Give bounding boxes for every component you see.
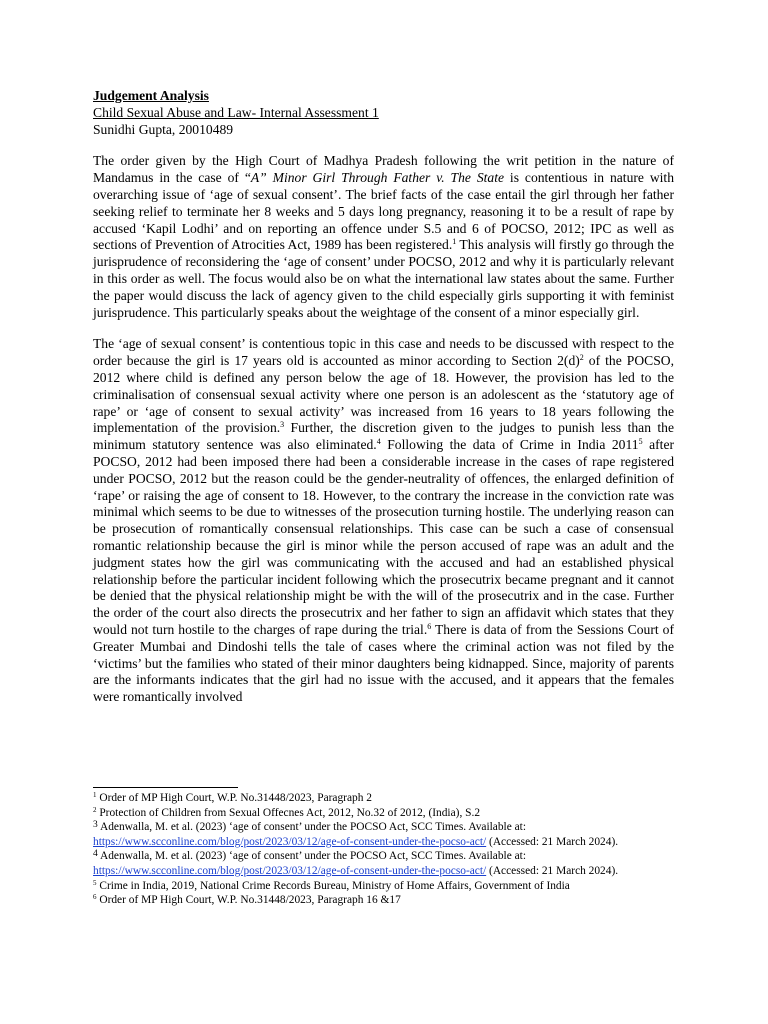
- course-title: Child Sexual Abuse and Law- Internal Assessment 1: [93, 104, 379, 120]
- paragraph-age-of-consent: The ‘age of sexual consent’ is contentious topic in this case and needs to be discussed with respect to the order because the girl is 17 years old is accounted as minor according to Section $2(d)^2$ of the POCSO, 2012 where child is defined any person below the age of 18. However, the provision has led to the criminalisation of consensual sexual activity where one person is an adolescent as the ‘statutory age of rape’ or ‘age of consent to sexual activity’ was increased from 16 years to 18 years following the implementation of the provision.$^3$ Further, the discretion given to the judges to punish less than the minimum statutory sentence was also eliminated.$^4$ Following the data of Crime in India 2011$^5$ after POCSO, 2012 had been imposed there had been a considerable increase in the cases of rape registered under POCSO, 2012 but the reason could be the gender-neutrality of offences, the enlarged definition of ‘rape’ or raising the age of consent to 18. However, to the contrary the increase in the conviction rate was minimal which seems to be due to witnesses of the prosecution turning hostile. The underlying reason can be prosecution of romantically consensual relationships. This case can be such a case of consensual romantic relationship because the girl is minor while the person accused of rape was an adult and the judgment states how the girl was communicating with the accused and had an established physical relationship before the particular incident following which the prosecutrix became pregnant and it cannot be denied that the physical relationship might be with the will of the prosecutrix and in the case. Further the order of the court also directs the prosecutrix and her father to sign an affidavit which states that they would not turn hostile to the charges of rape during the trial.$^6$ There is data of from the Sessions Court of Greater Mumbai and Dindoshi tells the tale of cases where the criminal action was not filed by the ‘victims’ but the families who stated of their minor daughters being kidnapped. Since, majority of parents are the informants indicates that the girl had no issue with the accused, and it appears that the females were romantically involved: [93, 336, 675, 705]
- footnote-ref-1[interactable]: 1: [452, 237, 457, 247]
- footnote-1: $^1$ Order of MP High Court, W.P. No.31448/2023, Paragraph 2: [93, 791, 372, 804]
- footnote-separator: [93, 787, 238, 788]
- case-name: A” Minor Girl Through Father v. The State: [250, 170, 505, 186]
- author-line: Sunidhi Gupta, 20010489: [93, 121, 234, 137]
- footnote-3-link[interactable]: https://www.scconline.com/blog/post/2023/03/12/age-of-consent-under-the-pocso-act/: [93, 835, 487, 848]
- document-title: Judgement Analysis: [93, 88, 209, 103]
- footnote-3: $^3$ Adenwalla, M. et al. (2023) ‘age of consent’ under the POCSO Act, SCC Times. Available at: https://www.scconline.com/blog/post/2023/03/12/age-of-consent-under-the-pocso-act/ (Accessed: 21 March 2024).: [93, 820, 619, 848]
- footnote-5: $^5$ Crime in India, 2019, National Crime Records Bureau, Ministry of Home Affairs, Government of India: [93, 878, 570, 892]
- footnotes: [93, 791, 674, 908]
- footnote-ref-2[interactable]: 2: [579, 353, 584, 363]
- footnote-ref-3[interactable]: 3: [280, 420, 285, 430]
- footnote-4: $^4$ Adenwalla, M. et al. (2023) ‘age of consent’ under the POCSO Act, SCC Times. Available at: https://www.scconline.com/blog/post/2023/03/12/age-of-consent-under-the-pocso-act/ (Accessed: 21 March 2024).: [93, 849, 619, 877]
- paragraph-intro: The order given by the High Court of Madhya Pradesh following the writ petition in the nature of Mandamus in the case of “A” Minor Girl Through Father v. The State is contentious in nature with overarching issue of ‘age of sexual consent’. The brief facts of the case entail the girl through her father seeking relief to terminate her 8 weeks and 5 days long pregnancy, reasoning it to be a result of rape by accused ‘Kapil Lodhi’ and on reporting an offence under S.5 and 6 of POCSO, 2012; IPC as well as sections of Prevention of Atrocities Act, 1989 has been registered.$^1$ This analysis will firstly go through the jurisprudence of reconsidering the ‘age of consent’ under POCSO, 2012 and why it is particularly relevant in this order as well. The focus would also be on what the international law states about the same. Further the paper would discuss the lack of agency given to the child especially girls supporting it with feminist jurisprudence. This particularly speaks about the weightage of the consent of a minor especially girl.: [93, 153, 674, 320]
- footnote-ref-5[interactable]: 5: [638, 437, 643, 447]
- footnote-6: $^6$ Order of MP High Court, W.P. No.31448/2023, Paragraph 16 &17: [93, 893, 401, 907]
- footnote-ref-6[interactable]: 6: [427, 621, 432, 631]
- document-body: [93, 88, 674, 706]
- footnote-2: $^2$ Protection of Children from Sexual Offecnes Act, 2012, No.32 of 2012, (India), S.2: [93, 805, 481, 819]
- footnote-4-link[interactable]: https://www.scconline.com/blog/post/2023/03/12/age-of-consent-under-the-pocso-act/: [93, 864, 487, 877]
- footnote-ref-4[interactable]: 4: [376, 437, 381, 447]
